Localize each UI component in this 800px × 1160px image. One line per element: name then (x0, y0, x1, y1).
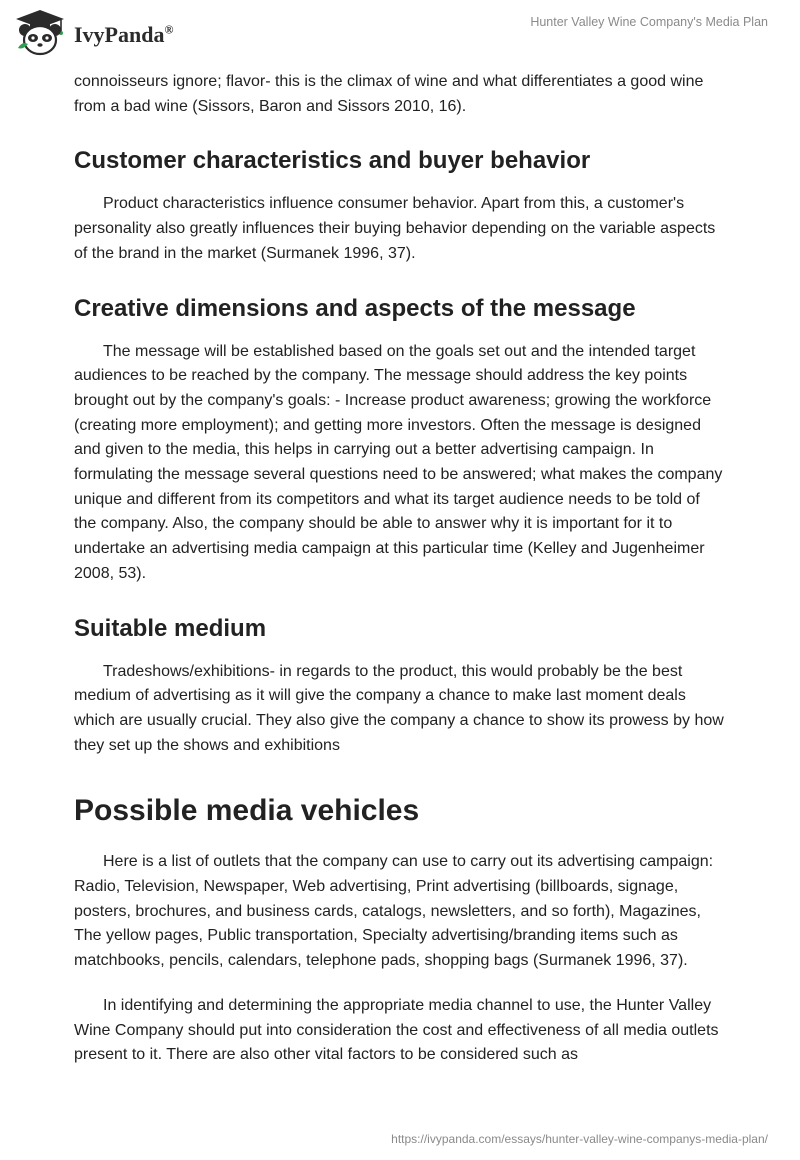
section-heading: Creative dimensions and aspects of the message (74, 294, 636, 322)
section-heading: Suitable medium (74, 614, 267, 642)
registered-mark: ® (164, 22, 174, 37)
body-paragraph: In identifying and determining the appropriate media channel to use, the Hunter Valley Wine Company should put into consideration the cost and effectiveness of all media outlets present to it. There are also other vital factors to be considered such as (74, 996, 719, 1064)
section-heading: Customer characteristics and buyer behavior (74, 147, 591, 175)
main-section-heading: Possible media vehicles (74, 794, 420, 828)
article-body (74, 70, 726, 1088)
page-header (0, 0, 800, 70)
document-title: Hunter Valley Wine Company's Media Plan (530, 15, 768, 29)
source-url-link[interactable]: https://ivypanda.com/essays/hunter-valley-wine-companys-media-plan/ (391, 1132, 768, 1146)
panda-graduate-icon (12, 8, 68, 58)
brand-name: IvyPanda® (74, 22, 174, 47)
body-paragraph: Here is a list of outlets that the company can use to carry out its advertising campaign: Radio, Television, Newspaper, Web advertising, Print advertising (billboards, signage, posters, brochures, and business cards, catalogs, newsletters, and so forth), Magazines, The yellow pages, Public transportation, Specialty advertising/branding items such as matchbooks, pencils, calendars, telephone pads, shopping bags (Surmanek 1996, 37). (74, 853, 714, 970)
body-paragraph: The message will be established based on the goals set out and the intended target audiences to be reached by the company. The message should address the key points brought out by the company's goals: - Increase product awareness; growing the workforce (creating more employment); and getting more investors. Often the message is designed and given to the media, this helps in carrying out a better advertising campaign. In formulating the message several questions need to be answered; what makes the company unique and different from its competitors and what its target audience needs to be told of the company. Also, the company should be able to answer why it is important for it to undertake an advertising media campaign at this particular time (Kelley and Jugenheimer 2008, 53). (74, 342, 723, 582)
ivypanda-logo[interactable] (12, 8, 173, 58)
intro-paragraph: connoisseurs ignore; flavor- this is the climax of wine and what differentiates a good wine from a bad wine (Sissors, Baron and Sissors 2010, 16). (74, 73, 704, 115)
body-paragraph: Product characteristics influence consumer behavior. Apart from this, a customer's personality also greatly influences their buying behavior depending on the variable aspects of the brand in the market (Surmanek 1996, 37). (74, 195, 716, 262)
body-paragraph: Tradeshows/exhibitions- in regards to the product, this would probably be the best medium of advertising as it will give the company a chance to make last moment deals which are usually crucial. They also give the company a chance to show its prowess by how they set up the shows and exhibitions (74, 662, 724, 754)
